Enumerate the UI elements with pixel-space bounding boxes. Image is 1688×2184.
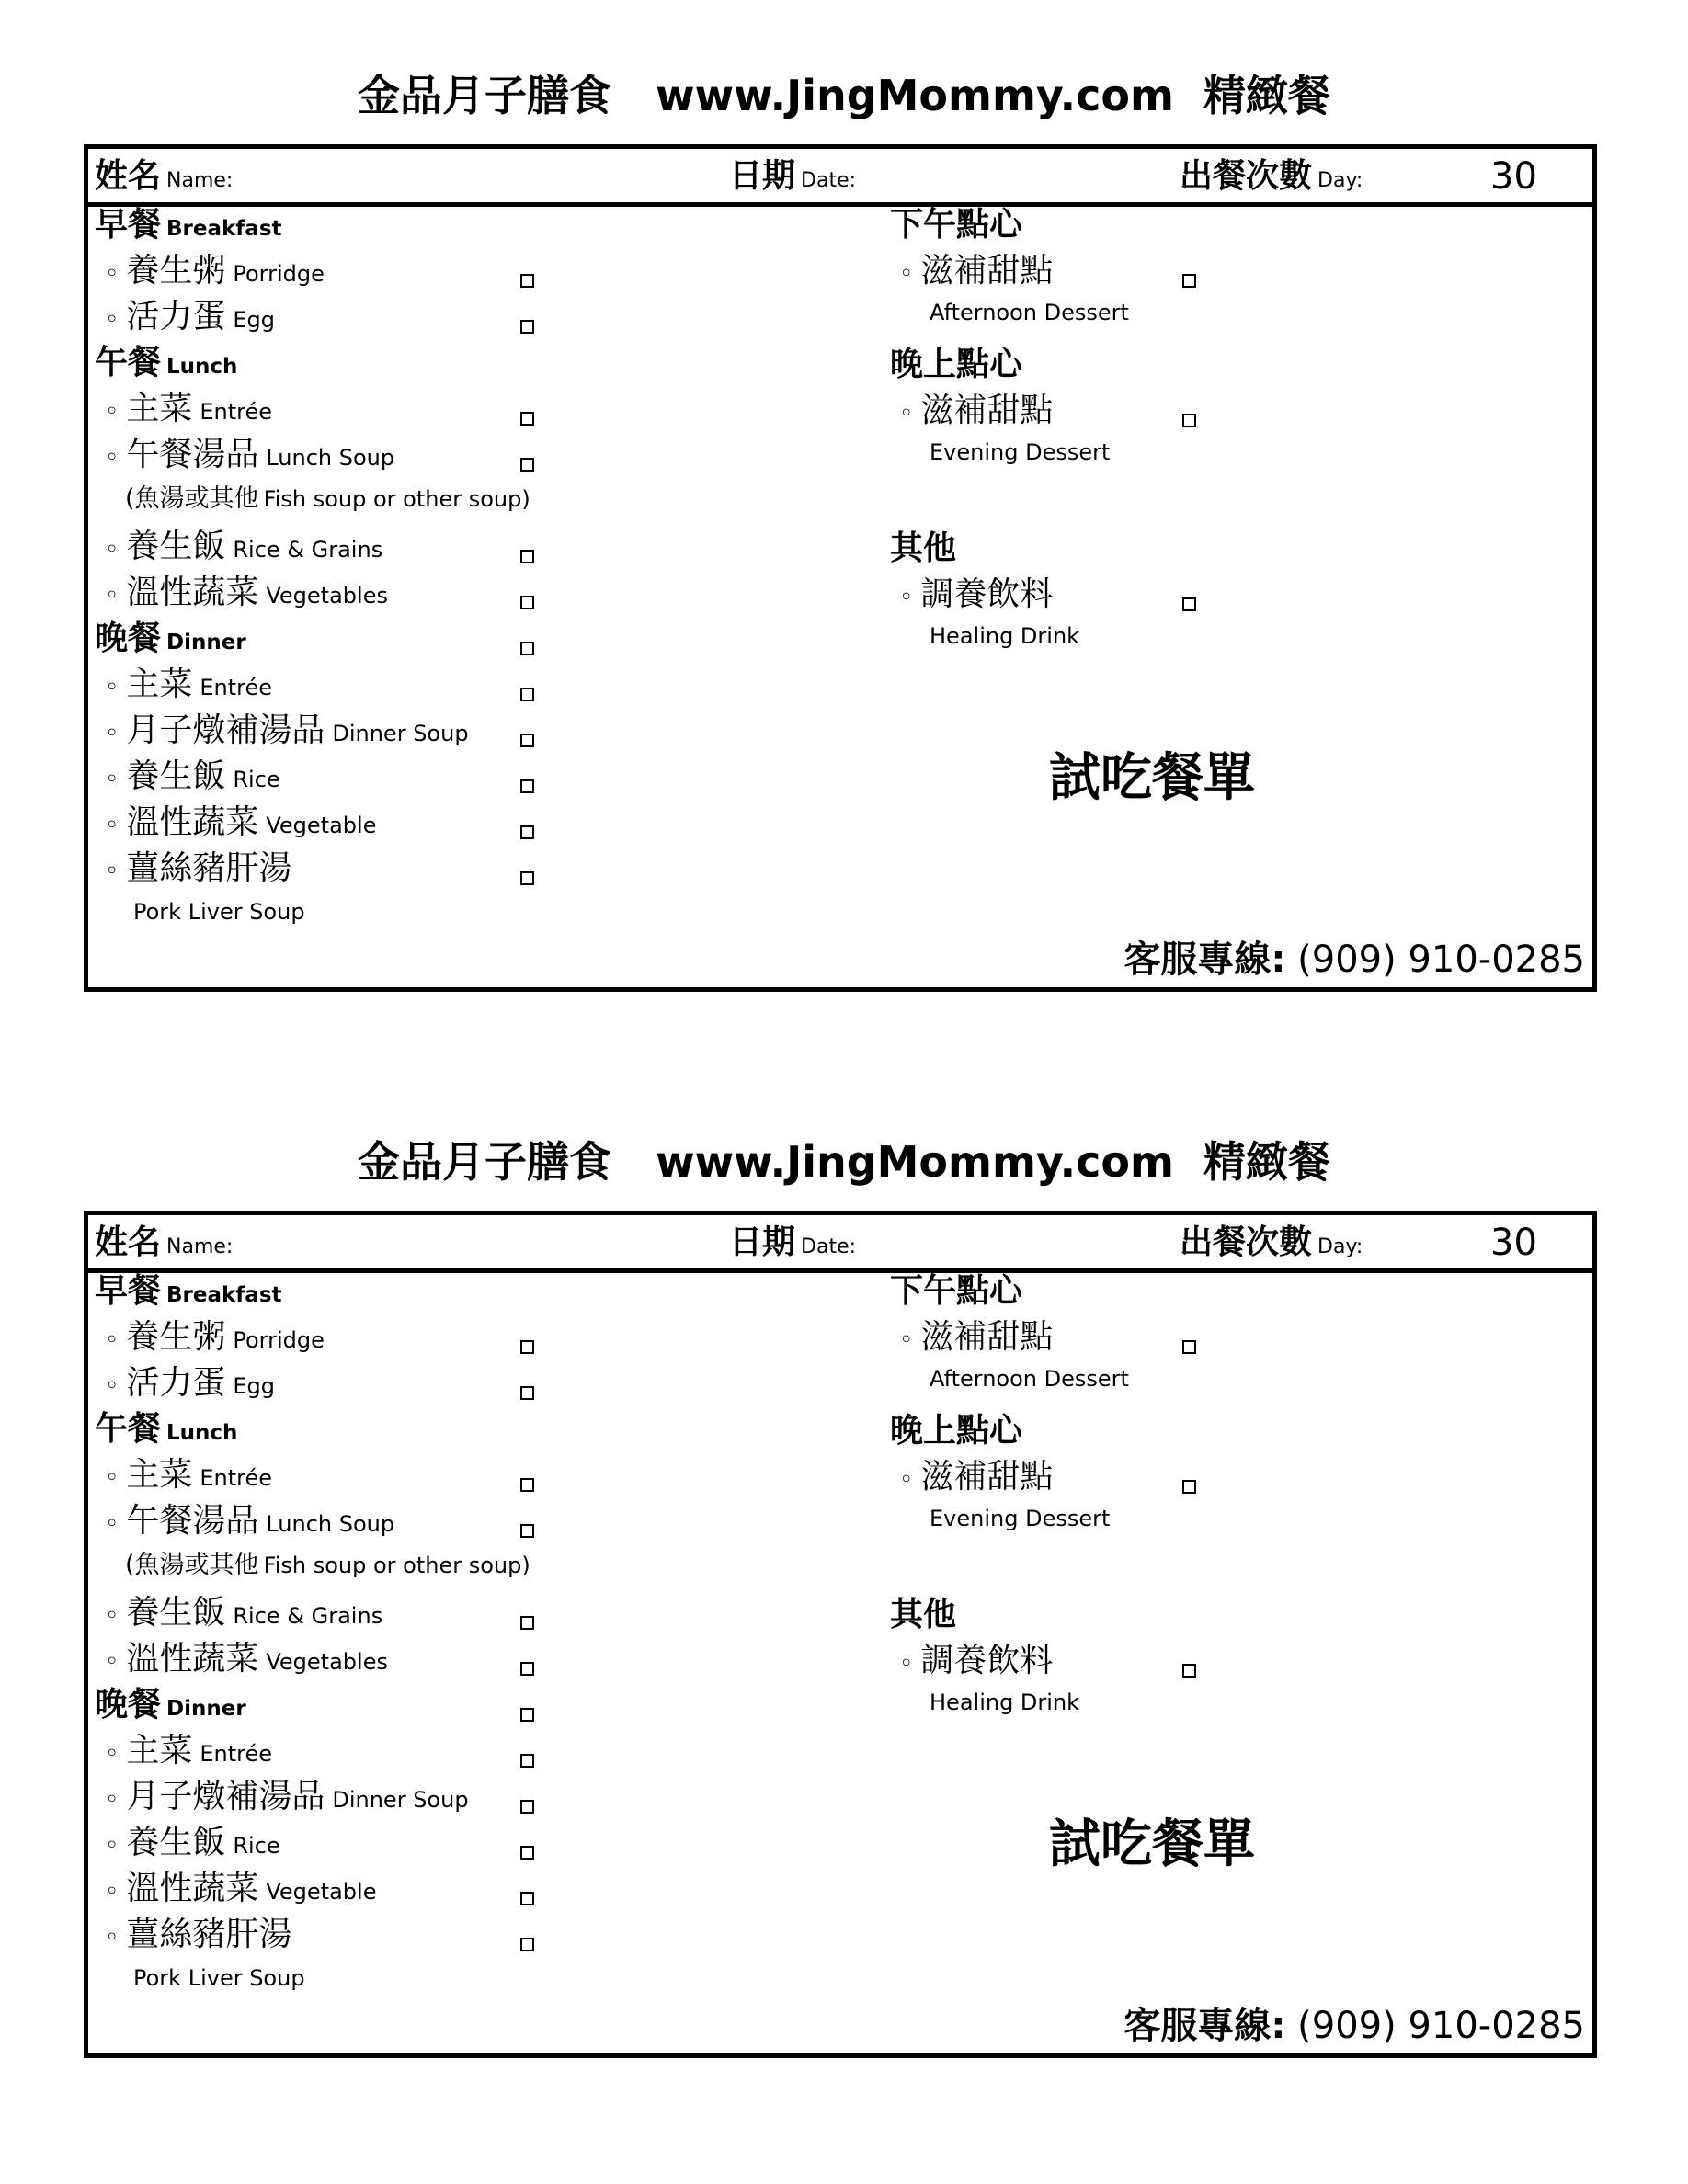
checkbox-lunch-rice[interactable] xyxy=(520,550,534,563)
menu-item xyxy=(105,570,388,621)
section-title-zh: 晚上點心 xyxy=(890,1412,1023,1450)
bullet-icon: ◦ xyxy=(105,1786,120,1814)
section-other xyxy=(890,526,956,577)
bullet-icon: ◦ xyxy=(105,1924,120,1951)
header-row xyxy=(88,1215,1592,1273)
item-label-zh: 主菜 xyxy=(126,390,193,427)
date-field[interactable] xyxy=(729,1221,856,1270)
item-label-en: Vegetables xyxy=(266,1649,388,1675)
name-label-en: Name: xyxy=(166,1235,234,1258)
bullet-icon: ◦ xyxy=(899,584,914,611)
item-label-zh: 午餐湯品 xyxy=(126,1502,259,1540)
section-afternoon xyxy=(890,202,1022,254)
item-label-en: Healing Drink xyxy=(930,1689,1080,1715)
checkbox-egg[interactable] xyxy=(520,320,534,334)
bullet-icon: ◦ xyxy=(105,1510,120,1538)
section-title-zh: 午餐 xyxy=(95,344,162,381)
checkbox-lunch-rice[interactable] xyxy=(520,1616,534,1630)
menu-item xyxy=(105,1590,382,1642)
section-dinner xyxy=(95,1682,246,1734)
item-label-zh: 午餐湯品 xyxy=(126,436,259,473)
item-label-en: Entrée xyxy=(200,399,273,425)
item-label-zh: 活力蛋 xyxy=(126,298,226,336)
menu-item xyxy=(899,1314,1053,1366)
menu-item xyxy=(105,1360,275,1412)
item-label-zh: 調養飲料 xyxy=(920,1642,1054,1679)
bullet-icon: ◦ xyxy=(105,1740,120,1768)
menu-item xyxy=(899,1454,1053,1506)
menu-item xyxy=(105,708,469,759)
item-label-en: Vegetable xyxy=(266,1879,377,1905)
section-title-zh: 下午點心 xyxy=(890,206,1023,244)
bullet-icon: ◦ xyxy=(105,812,120,839)
checkbox-dinner-soup[interactable] xyxy=(520,1800,534,1814)
soup-note xyxy=(125,476,530,525)
checkbox-dinner-rice[interactable] xyxy=(520,779,534,793)
item-label-zh: 溫性蔬菜 xyxy=(126,1640,259,1678)
checkbox-dinner-rice[interactable] xyxy=(520,1846,534,1860)
item-label-en: Dinner Soup xyxy=(332,721,469,746)
item-label-en: Entrée xyxy=(200,1741,273,1767)
menu-title: 金品月子膳食 www.JingMommy.com 精緻餐 xyxy=(358,1137,1330,1187)
bullet-icon: ◦ xyxy=(105,260,120,288)
bullet-icon: ◦ xyxy=(899,1466,914,1494)
section-title-zh: 早餐 xyxy=(95,1272,162,1310)
menu-item xyxy=(105,1912,291,1963)
menu-item xyxy=(105,1314,325,1366)
checkbox-porridge[interactable] xyxy=(520,274,534,288)
item-label-en: Lunch Soup xyxy=(266,445,395,471)
menu-item xyxy=(105,294,275,346)
menu-title: 金品月子膳食 www.JingMommy.com 精緻餐 xyxy=(358,71,1330,120)
day-value: 30 xyxy=(1490,1222,1537,1264)
checkbox-dinner-entree[interactable] xyxy=(520,1754,534,1768)
note-en: Fish soup or other soup) xyxy=(263,486,530,512)
bullet-icon: ◦ xyxy=(105,1832,120,1860)
day-field[interactable] xyxy=(1180,154,1363,204)
item-label-en: Porridge xyxy=(233,1327,325,1353)
checkbox-pork-liver-soup[interactable] xyxy=(520,1938,534,1951)
bullet-icon: ◦ xyxy=(899,260,914,288)
date-label-zh: 日期 xyxy=(729,157,796,195)
date-field[interactable] xyxy=(729,154,856,204)
item-label-en: Afternoon Dessert xyxy=(930,1366,1129,1392)
item-label-en: Vegetable xyxy=(266,813,377,838)
item-label-en: Evening Dessert xyxy=(930,1506,1111,1531)
item-label-zh: 滋補甜點 xyxy=(920,1458,1054,1496)
day-label-zh: 出餐次數 xyxy=(1180,157,1313,195)
item-label-zh: 養生飯 xyxy=(126,528,226,565)
checkbox-dinner[interactable] xyxy=(520,1708,534,1722)
trial-menu-stamp: 試吃餐單 xyxy=(1049,1814,1255,1874)
date-label-en: Date: xyxy=(801,1235,857,1258)
bullet-icon: ◦ xyxy=(899,400,914,427)
menu-item xyxy=(105,800,376,851)
trial-menu-stamp: 試吃餐單 xyxy=(1049,748,1255,808)
item-label-en: Rice & Grains xyxy=(233,537,383,563)
bullet-icon: ◦ xyxy=(899,1326,914,1354)
item-label-zh: 養生粥 xyxy=(126,252,226,290)
item-label-en: Pork Liver Soup xyxy=(133,899,305,925)
section-other xyxy=(890,1592,956,1644)
menu-item xyxy=(899,248,1053,300)
note-zh: (魚湯或其他 xyxy=(125,1551,259,1579)
menu-item xyxy=(105,662,272,713)
customer-hotline xyxy=(1123,937,1585,983)
item-label-zh: 調養飲料 xyxy=(920,575,1054,613)
section-title-zh: 其他 xyxy=(890,1596,957,1633)
bullet-icon: ◦ xyxy=(105,858,120,885)
bullet-icon: ◦ xyxy=(105,1372,120,1400)
item-label-zh: 溫性蔬菜 xyxy=(126,574,259,611)
item-label-zh: 養生飯 xyxy=(126,757,226,795)
soup-note xyxy=(125,1542,530,1591)
customer-hotline xyxy=(1123,2003,1585,2049)
item-label-zh: 養生飯 xyxy=(126,1824,226,1861)
checkbox-dinner[interactable] xyxy=(520,642,534,655)
checkbox-healing-drink[interactable] xyxy=(1182,1664,1196,1678)
bullet-icon: ◦ xyxy=(105,398,120,426)
item-label-zh: 養生粥 xyxy=(126,1318,226,1356)
bullet-icon: ◦ xyxy=(105,720,120,747)
menu-box xyxy=(84,144,1597,992)
bullet-icon: ◦ xyxy=(105,1602,120,1630)
section-title-zh: 晚餐 xyxy=(95,1686,162,1723)
bullet-icon: ◦ xyxy=(105,444,120,472)
checkbox-porridge[interactable] xyxy=(520,1340,534,1354)
note-en: Fish soup or other soup) xyxy=(263,1553,530,1578)
checkbox-evening-dessert[interactable] xyxy=(1182,1480,1196,1494)
hotline-label: 客服專線: xyxy=(1123,938,1286,981)
checkbox-dinner-vegetable[interactable] xyxy=(520,825,534,839)
menu-item xyxy=(105,248,325,300)
hotline-label: 客服專線: xyxy=(1123,2005,1286,2047)
checkbox-lunch-soup[interactable] xyxy=(520,458,534,472)
name-label-zh: 姓名 xyxy=(95,1223,162,1261)
bullet-icon: ◦ xyxy=(105,582,120,609)
menu-item xyxy=(105,1636,388,1688)
section-lunch xyxy=(95,1406,237,1458)
menu-item xyxy=(105,1774,469,1826)
menu-item xyxy=(105,1820,280,1871)
section-title-en: Breakfast xyxy=(166,217,282,241)
item-label-en: Vegetables xyxy=(266,583,388,609)
section-lunch xyxy=(95,340,237,392)
checkbox-afternoon-dessert[interactable] xyxy=(1182,1340,1196,1354)
item-label-zh: 月子燉補湯品 xyxy=(126,711,325,749)
bullet-icon: ◦ xyxy=(105,306,120,334)
checkbox-dinner-soup[interactable] xyxy=(520,734,534,747)
checkbox-dinner-entree[interactable] xyxy=(520,688,534,701)
day-label-en: Day: xyxy=(1317,169,1363,192)
checkbox-afternoon-dessert[interactable] xyxy=(1182,274,1196,288)
item-label-en: Porridge xyxy=(233,261,325,287)
section-title-en: Breakfast xyxy=(166,1283,282,1307)
item-label-zh: 薑絲豬肝湯 xyxy=(126,849,292,887)
section-title-zh: 晚餐 xyxy=(95,620,162,657)
checkbox-egg[interactable] xyxy=(520,1386,534,1400)
name-label-en: Name: xyxy=(166,169,234,192)
section-title-en: Lunch xyxy=(166,355,238,379)
checkbox-lunch-entree[interactable] xyxy=(520,1478,534,1492)
hotline-phone[interactable]: (909) 910-0285 xyxy=(1297,938,1585,981)
header-row xyxy=(88,149,1592,207)
item-label-en: Egg xyxy=(233,1373,275,1399)
item-label-en: Dinner Soup xyxy=(332,1787,469,1813)
menu-item xyxy=(105,1728,272,1780)
section-title-en: Lunch xyxy=(166,1421,238,1445)
menu-item xyxy=(105,1866,376,1917)
bullet-icon: ◦ xyxy=(105,536,120,563)
name-label-zh: 姓名 xyxy=(95,157,162,195)
section-title-zh: 午餐 xyxy=(95,1410,162,1448)
item-label-zh: 月子燉補湯品 xyxy=(126,1778,325,1815)
name-field[interactable] xyxy=(95,1221,233,1270)
item-label-en: Rice xyxy=(233,1833,280,1859)
item-label-zh: 主菜 xyxy=(126,1456,193,1494)
checkbox-lunch-entree[interactable] xyxy=(520,412,534,426)
name-field[interactable] xyxy=(95,154,233,204)
section-evening xyxy=(890,1408,1022,1460)
hotline-phone[interactable]: (909) 910-0285 xyxy=(1297,2005,1585,2047)
item-label-zh: 主菜 xyxy=(126,1732,193,1769)
meal-sheet xyxy=(0,1066,1688,2133)
item-label-en: Lunch Soup xyxy=(266,1511,395,1537)
note-zh: (魚湯或其他 xyxy=(125,484,259,513)
checkbox-pork-liver-soup[interactable] xyxy=(520,871,534,885)
item-label-en: Rice & Grains xyxy=(233,1603,383,1629)
item-label-zh: 主菜 xyxy=(126,665,193,703)
checkbox-healing-drink[interactable] xyxy=(1182,597,1196,611)
day-field[interactable] xyxy=(1180,1221,1363,1270)
section-title-en: Dinner xyxy=(166,631,246,654)
item-label-en: Pork Liver Soup xyxy=(133,1965,305,1991)
section-title-zh: 下午點心 xyxy=(890,1272,1023,1310)
day-label-zh: 出餐次數 xyxy=(1180,1223,1313,1261)
item-label-en: Afternoon Dessert xyxy=(930,300,1129,325)
menu-item xyxy=(105,754,280,805)
checkbox-lunch-soup[interactable] xyxy=(520,1524,534,1538)
item-label-en: Egg xyxy=(233,307,275,333)
day-value: 30 xyxy=(1490,155,1537,198)
item-label-zh: 活力蛋 xyxy=(126,1364,226,1402)
item-label-zh: 滋補甜點 xyxy=(920,392,1054,429)
menu-item xyxy=(105,524,382,575)
day-label-en: Day: xyxy=(1317,1235,1363,1258)
section-title-zh: 晚上點心 xyxy=(890,346,1023,383)
date-label-en: Date: xyxy=(801,169,857,192)
checkbox-evening-dessert[interactable] xyxy=(1182,414,1196,427)
item-label-en: Entrée xyxy=(200,675,273,700)
menu-item xyxy=(899,1638,1053,1689)
item-label-en: Healing Drink xyxy=(930,623,1080,649)
bullet-icon: ◦ xyxy=(105,1464,120,1492)
bullet-icon: ◦ xyxy=(105,766,120,793)
section-dinner xyxy=(95,616,246,667)
section-afternoon xyxy=(890,1268,1022,1320)
section-evening xyxy=(890,342,1022,393)
checkbox-lunch-vegetables[interactable] xyxy=(520,596,534,609)
item-label-en: Evening Dessert xyxy=(930,439,1111,465)
menu-item xyxy=(899,388,1053,439)
item-label-zh: 養生飯 xyxy=(126,1594,226,1632)
item-label-zh: 滋補甜點 xyxy=(920,252,1054,290)
item-label-zh: 薑絲豬肝湯 xyxy=(126,1916,292,1953)
checkbox-dinner-vegetable[interactable] xyxy=(520,1892,534,1905)
item-label-en: Entrée xyxy=(200,1465,273,1491)
section-breakfast xyxy=(95,202,282,254)
item-label-en: Rice xyxy=(233,767,280,792)
menu-item xyxy=(899,572,1053,623)
section-title-zh: 其他 xyxy=(890,529,957,567)
bullet-icon: ◦ xyxy=(105,674,120,701)
checkbox-lunch-vegetables[interactable] xyxy=(520,1662,534,1676)
section-breakfast xyxy=(95,1268,282,1320)
menu-item xyxy=(105,846,291,897)
date-label-zh: 日期 xyxy=(729,1223,796,1261)
bullet-icon: ◦ xyxy=(105,1878,120,1905)
meal-sheet xyxy=(0,0,1688,1066)
menu-item xyxy=(105,1452,272,1504)
item-label-zh: 溫性蔬菜 xyxy=(126,803,259,841)
section-title-zh: 早餐 xyxy=(95,206,162,244)
item-label-zh: 滋補甜點 xyxy=(920,1318,1054,1356)
menu-box xyxy=(84,1211,1597,2058)
menu-item xyxy=(105,386,272,438)
section-title-en: Dinner xyxy=(166,1697,246,1721)
bullet-icon: ◦ xyxy=(105,1326,120,1354)
bullet-icon: ◦ xyxy=(899,1650,914,1678)
bullet-icon: ◦ xyxy=(105,1648,120,1676)
item-label-zh: 溫性蔬菜 xyxy=(126,1870,259,1907)
